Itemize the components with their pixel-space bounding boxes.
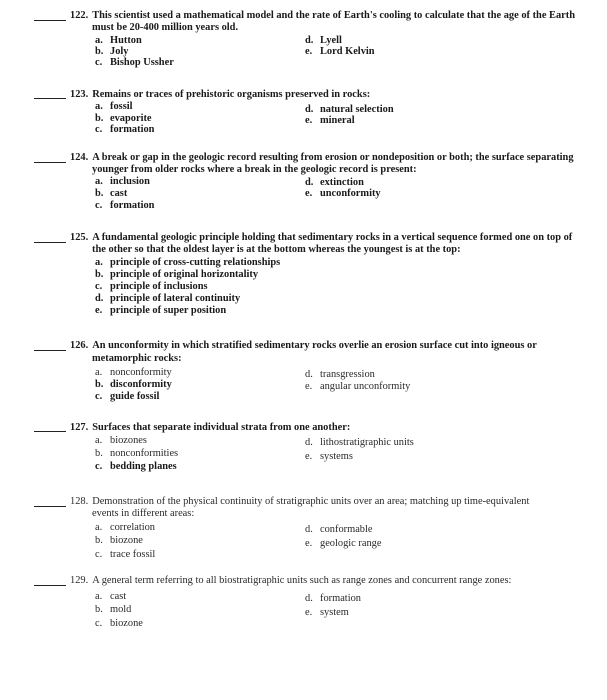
answer-blank[interactable]	[34, 431, 66, 432]
option-c: c. Bishop Ussher	[95, 57, 174, 68]
question-line: A fundamental geologic principle holding that sedimentary rocks in a vertical sequence formed one on top of	[92, 232, 573, 243]
question-text	[70, 232, 572, 244]
option-d: d. formation	[305, 593, 361, 604]
option-e: e. Lord Kelvin	[305, 46, 375, 57]
question-line: A break or gap in the geologic record resulting from erosion or nondeposition or both; the surface separating	[92, 152, 574, 163]
option-a: a. Hutton	[95, 35, 142, 46]
question-text	[70, 496, 529, 508]
answer-blank[interactable]	[34, 585, 66, 586]
option-d: d. lithostratigraphic units	[305, 437, 414, 448]
question-line: events in different areas:	[92, 508, 195, 519]
answer-blank[interactable]	[34, 162, 66, 163]
option-d: d. transgression	[305, 369, 375, 380]
option-b: b. mold	[95, 604, 132, 615]
option-e: e. system	[305, 607, 349, 618]
option-d: d. principle of lateral continuity	[95, 293, 241, 304]
question-number: 127.	[70, 422, 89, 433]
option-c: c. trace fossil	[95, 549, 156, 560]
answer-blank[interactable]	[34, 242, 66, 243]
option-b: b. principle of original horizontality	[95, 269, 259, 280]
question-number: 128.	[70, 496, 89, 507]
option-c: c. formation	[95, 124, 155, 135]
question-line: younger from older rocks where a break in the geologic record is present:	[92, 164, 417, 175]
question-line: This scientist used a mathematical model and the rate of Earth's cooling to calculate that the age of the Earth	[92, 10, 576, 21]
option-b: b. cast	[95, 188, 128, 199]
question-line: Remains or traces of prehistoric organisms preserved in rocks:	[92, 89, 371, 100]
question-line: the other so that the oldest layer is at the bottom whereas the youngest is at the top:	[92, 244, 461, 255]
option-e: e. mineral	[305, 115, 355, 126]
option-c: c. biozone	[95, 618, 143, 629]
option-b: b. nonconformities	[95, 448, 179, 459]
option-a: a. inclusion	[95, 176, 150, 187]
question-text	[70, 340, 537, 352]
option-c: c. guide fossil	[95, 391, 160, 402]
option-b: b. disconformity	[95, 379, 172, 390]
question-text	[70, 89, 370, 101]
option-d: d. natural selection	[305, 104, 394, 115]
option-a: a. cast	[95, 591, 127, 602]
option-e: e. geologic range	[305, 538, 382, 549]
option-b: b. biozone	[95, 535, 143, 546]
option-e: e. principle of super position	[95, 305, 227, 316]
option-d: d. conformable	[305, 524, 373, 535]
option-a: a. fossil	[95, 101, 133, 112]
option-c: c. bedding planes	[95, 461, 177, 472]
question-number: 129.	[70, 575, 89, 586]
option-b: b. Joly	[95, 46, 129, 57]
question-line: Surfaces that separate individual strata from one another:	[92, 422, 351, 433]
question-number: 126.	[70, 340, 89, 351]
answer-blank[interactable]	[34, 350, 66, 351]
option-c: c. formation	[95, 200, 155, 211]
question-number: 124.	[70, 152, 89, 163]
question-number: 125.	[70, 232, 89, 243]
answer-blank[interactable]	[34, 20, 66, 21]
question-text	[70, 152, 574, 164]
question-text	[70, 575, 511, 587]
question-number: 123.	[70, 89, 89, 100]
question-line: must be 20-400 million years old.	[92, 22, 239, 33]
question-line: An unconformity in which stratified sedimentary rocks overlie an erosion surface cut into igneous or	[92, 340, 537, 351]
option-d: d. extinction	[305, 177, 364, 188]
option-a: a. biozones	[95, 435, 147, 446]
question-line: A general term referring to all biostratigraphic units such as range zones and concurrent range zones:	[92, 575, 512, 586]
question-text	[70, 422, 350, 434]
question-text	[70, 10, 575, 22]
option-a: a. correlation	[95, 522, 156, 533]
option-b: b. evaporite	[95, 113, 152, 124]
option-a: a. nonconformity	[95, 367, 172, 378]
question-number: 122.	[70, 10, 89, 21]
option-e: e. unconformity	[305, 188, 381, 199]
question-line: Demonstration of the physical continuity of stratigraphic units over an area; matching up time-equivalent	[92, 496, 530, 507]
option-e: e. angular unconformity	[305, 381, 411, 392]
option-a: a. principle of cross-cutting relationships	[95, 257, 281, 268]
answer-blank[interactable]	[34, 98, 66, 99]
option-e: e. systems	[305, 451, 353, 462]
answer-blank[interactable]	[34, 506, 66, 507]
option-d: d. Lyell	[305, 35, 342, 46]
option-c: c. principle of inclusions	[95, 281, 208, 292]
question-line: metamorphic rocks:	[92, 353, 182, 364]
